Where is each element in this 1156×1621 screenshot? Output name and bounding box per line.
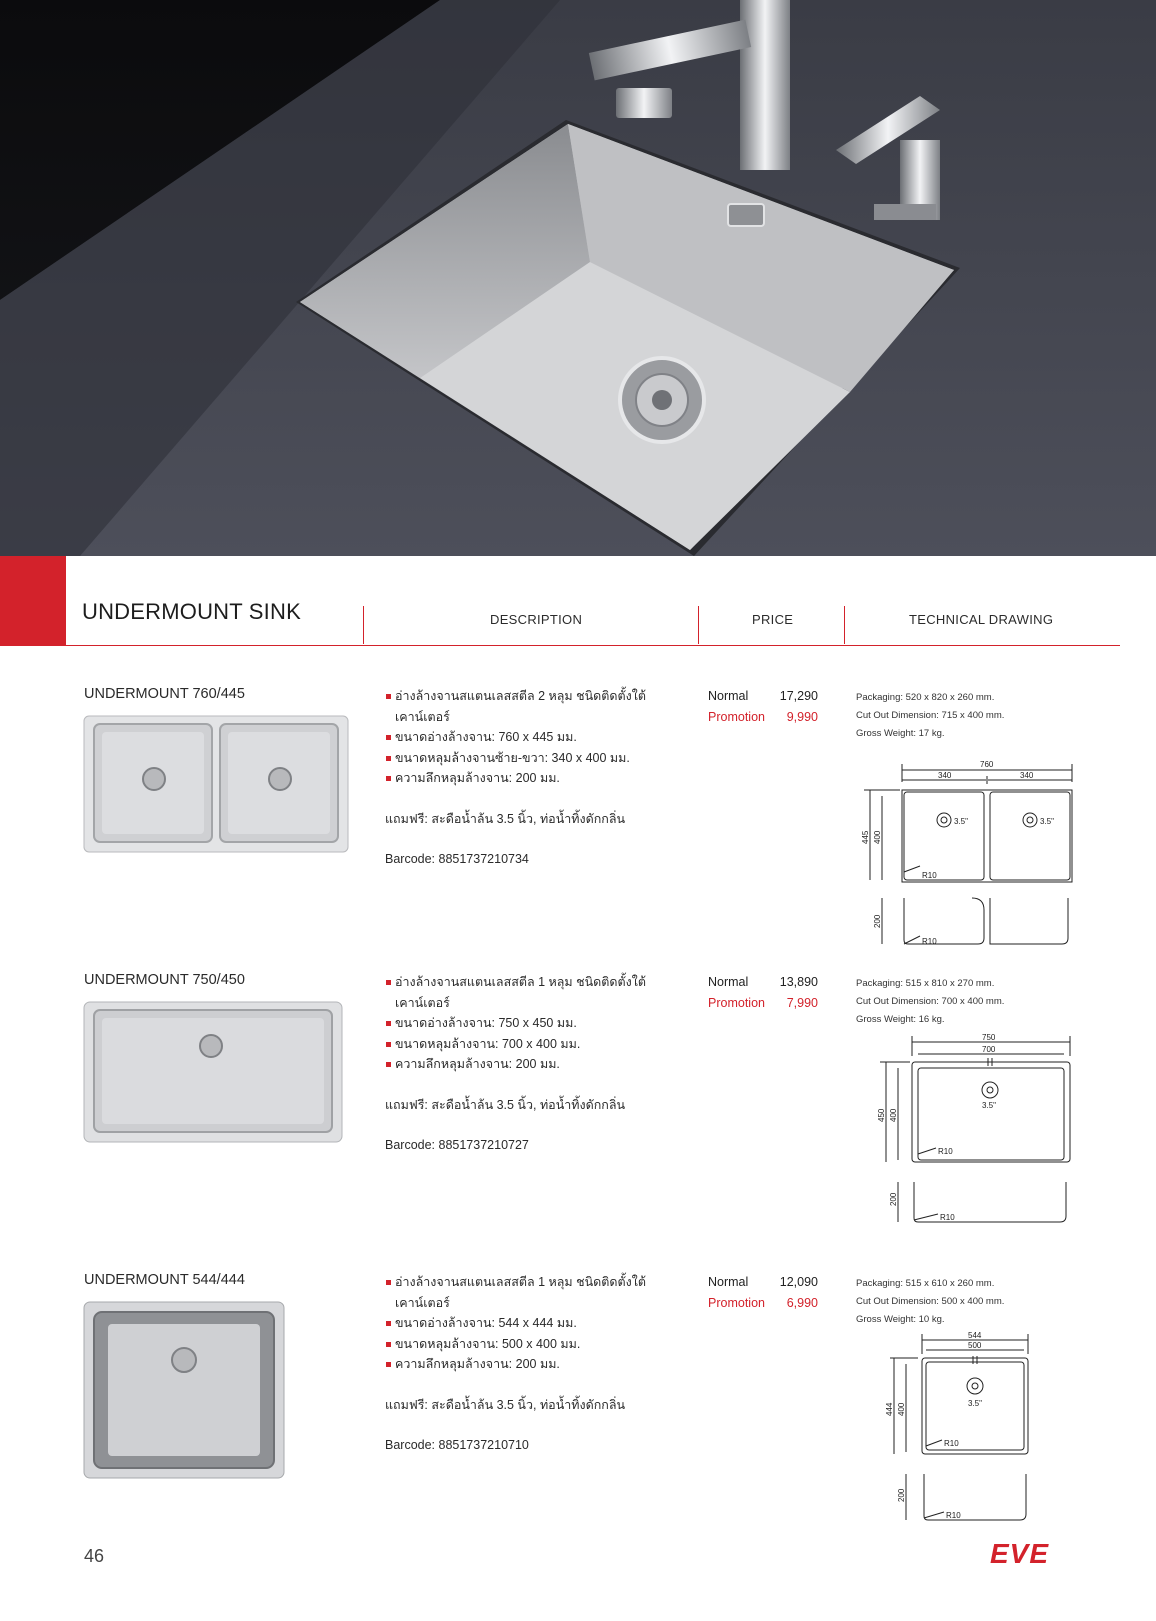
cutout-spec: Cut Out Dimension: 500 x 400 mm. bbox=[856, 1296, 1005, 1307]
hero-sink-illustration bbox=[0, 0, 1156, 556]
header-rule bbox=[66, 645, 1120, 646]
normal-price-label: Normal bbox=[708, 689, 749, 703]
product-name: UNDERMOUNT 760/445 bbox=[84, 686, 245, 702]
dim-bowl-width: 340 bbox=[1020, 771, 1034, 780]
promotion-price: 6,990 bbox=[786, 1295, 818, 1310]
dim-bowl-width: 340 bbox=[938, 771, 952, 780]
header-divider bbox=[698, 606, 699, 644]
price-block bbox=[708, 686, 818, 727]
normal-price: 12,090 bbox=[779, 1275, 818, 1289]
free-gift-text: แถมฟรี: สะดือน้ำล้น 3.5 นิ้ว, ท่อน้ำทิ้งดักกลิ่น bbox=[385, 1397, 626, 1412]
dim-bowl-width: 500 bbox=[968, 1341, 982, 1350]
dim-total-height: 445 bbox=[861, 830, 870, 844]
dim-radius: R10 bbox=[922, 937, 937, 946]
cutout-spec: Cut Out Dimension: 715 x 400 mm. bbox=[856, 710, 1005, 721]
technical-drawing bbox=[874, 1032, 1074, 1232]
packaging-spec: Packaging: 515 x 610 x 260 mm. bbox=[856, 1278, 995, 1289]
dim-drain: 3.5" bbox=[968, 1399, 982, 1408]
dim-total-width: 760 bbox=[980, 760, 994, 769]
description-bullet: อ่างล้างจานสแตนเลสสตีล 2 หลุม ชนิดติดตั้งใต้ bbox=[385, 686, 675, 707]
table-header bbox=[66, 556, 1120, 646]
description-bullet: ขนาดหลุมล้างจาน: 500 x 400 มม. bbox=[385, 1334, 675, 1355]
spec-block bbox=[856, 975, 1004, 1029]
page-title: UNDERMOUNT SINK bbox=[82, 599, 301, 624]
promotion-price-label: Promotion bbox=[708, 709, 765, 724]
page-number: 46 bbox=[84, 1546, 105, 1566]
description-bullet: ขนาดหลุมล้างจาน: 700 x 400 มม. bbox=[385, 1034, 675, 1055]
barcode: Barcode: 8851737210734 bbox=[385, 852, 529, 866]
description-bullet: ขนาดอ่างล้างจาน: 544 x 444 มม. bbox=[385, 1313, 675, 1334]
hero-photo bbox=[0, 0, 1156, 556]
dim-total-height: 450 bbox=[877, 1108, 886, 1122]
dim-drain: 3.5" bbox=[982, 1101, 996, 1110]
product-photo-double-bowl bbox=[84, 716, 348, 852]
barcode: Barcode: 8851737210710 bbox=[385, 1438, 529, 1452]
column-header-price: PRICE bbox=[752, 612, 794, 627]
price-block bbox=[708, 972, 818, 1013]
dim-total-width: 544 bbox=[968, 1331, 982, 1340]
description-bullet: อ่างล้างจานสแตนเลสสตีล 1 หลุม ชนิดติดตั้งใต้ bbox=[385, 972, 675, 993]
description-bullet: อ่างล้างจานสแตนเลสสตีล 1 หลุม ชนิดติดตั้งใต้ bbox=[385, 1272, 675, 1293]
column-header-technical-drawing: TECHNICAL DRAWING bbox=[909, 612, 1054, 627]
packaging-spec: Packaging: 515 x 810 x 270 mm. bbox=[856, 978, 995, 989]
description-bullet: ความลึกหลุมล้างจาน: 200 มม. bbox=[385, 1054, 675, 1075]
promotion-price: 9,990 bbox=[786, 709, 818, 724]
description-text: เคาน์เตอร์ bbox=[395, 709, 450, 724]
packaging-spec: Packaging: 520 x 820 x 260 mm. bbox=[856, 692, 995, 703]
weight-spec: Gross Weight: 17 kg. bbox=[856, 728, 945, 739]
spec-block bbox=[856, 1275, 1004, 1329]
header-accent-bar bbox=[0, 556, 66, 646]
free-gift-text: แถมฟรี: สะดือน้ำล้น 3.5 นิ้ว, ท่อน้ำทิ้งดักกลิ่น bbox=[385, 1097, 626, 1112]
description-bullet: ความลึกหลุมล้างจาน: 200 มม. bbox=[385, 768, 675, 789]
product-name: UNDERMOUNT 750/450 bbox=[84, 972, 245, 988]
normal-price-label: Normal bbox=[708, 1275, 749, 1289]
product-description bbox=[385, 972, 675, 1156]
dim-depth: 200 bbox=[897, 1488, 906, 1502]
column-header-description: DESCRIPTION bbox=[490, 612, 583, 627]
normal-price-label: Normal bbox=[708, 975, 749, 989]
normal-price: 17,290 bbox=[779, 689, 818, 703]
dim-radius: R10 bbox=[946, 1511, 961, 1520]
technical-drawing bbox=[885, 1331, 1038, 1532]
dim-depth: 200 bbox=[889, 1192, 898, 1206]
weight-spec: Gross Weight: 10 kg. bbox=[856, 1314, 945, 1325]
header-divider bbox=[363, 606, 364, 644]
dim-drain: 3.5" bbox=[1040, 817, 1054, 826]
dim-depth: 200 bbox=[873, 914, 882, 928]
cutout-spec: Cut Out Dimension: 700 x 400 mm. bbox=[856, 996, 1005, 1007]
price-block bbox=[708, 1272, 818, 1313]
dim-total-height: 444 bbox=[885, 1402, 894, 1416]
product-description bbox=[385, 686, 675, 870]
dim-bowl-height: 400 bbox=[897, 1402, 906, 1416]
product-photo-single-bowl bbox=[84, 1002, 342, 1142]
description-bullet: ความลึกหลุมล้างจาน: 200 มม. bbox=[385, 1354, 675, 1375]
dim-total-width: 750 bbox=[982, 1033, 996, 1042]
description-text: เคาน์เตอร์ bbox=[395, 995, 450, 1010]
product-description bbox=[385, 1272, 675, 1456]
barcode: Barcode: 8851737210727 bbox=[385, 1138, 529, 1152]
dim-radius: R10 bbox=[938, 1147, 953, 1156]
dim-radius: R10 bbox=[944, 1439, 959, 1448]
dim-radius: R10 bbox=[940, 1213, 955, 1222]
description-bullet: ขนาดอ่างล้างจาน: 760 x 445 มม. bbox=[385, 727, 675, 748]
product-photo-single-bowl bbox=[84, 1302, 284, 1478]
promotion-price-label: Promotion bbox=[708, 995, 765, 1010]
dim-drain: 3.5" bbox=[954, 817, 968, 826]
weight-spec: Gross Weight: 16 kg. bbox=[856, 1014, 945, 1025]
free-gift-text: แถมฟรี: สะดือน้ำล้น 3.5 นิ้ว, ท่อน้ำทิ้งดักกลิ่น bbox=[385, 811, 626, 826]
product-name: UNDERMOUNT 544/444 bbox=[84, 1272, 245, 1288]
description-bullet: ขนาดอ่างล้างจาน: 750 x 450 มม. bbox=[385, 1013, 675, 1034]
technical-drawing bbox=[860, 758, 1080, 958]
dim-bowl-width: 700 bbox=[982, 1045, 996, 1054]
brand-logo: EVE bbox=[990, 1538, 1050, 1569]
dim-bowl-height: 400 bbox=[873, 830, 882, 844]
dim-bowl-height: 400 bbox=[889, 1108, 898, 1122]
promotion-price-label: Promotion bbox=[708, 1295, 765, 1310]
dim-radius: R10 bbox=[922, 871, 937, 880]
spec-block bbox=[856, 689, 1004, 743]
description-text: เคาน์เตอร์ bbox=[395, 1295, 450, 1310]
header-divider bbox=[844, 606, 845, 644]
description-bullet: ขนาดหลุมล้างจานซ้าย-ขวา: 340 x 400 มม. bbox=[385, 748, 675, 769]
promotion-price: 7,990 bbox=[786, 995, 818, 1010]
normal-price: 13,890 bbox=[779, 975, 818, 989]
